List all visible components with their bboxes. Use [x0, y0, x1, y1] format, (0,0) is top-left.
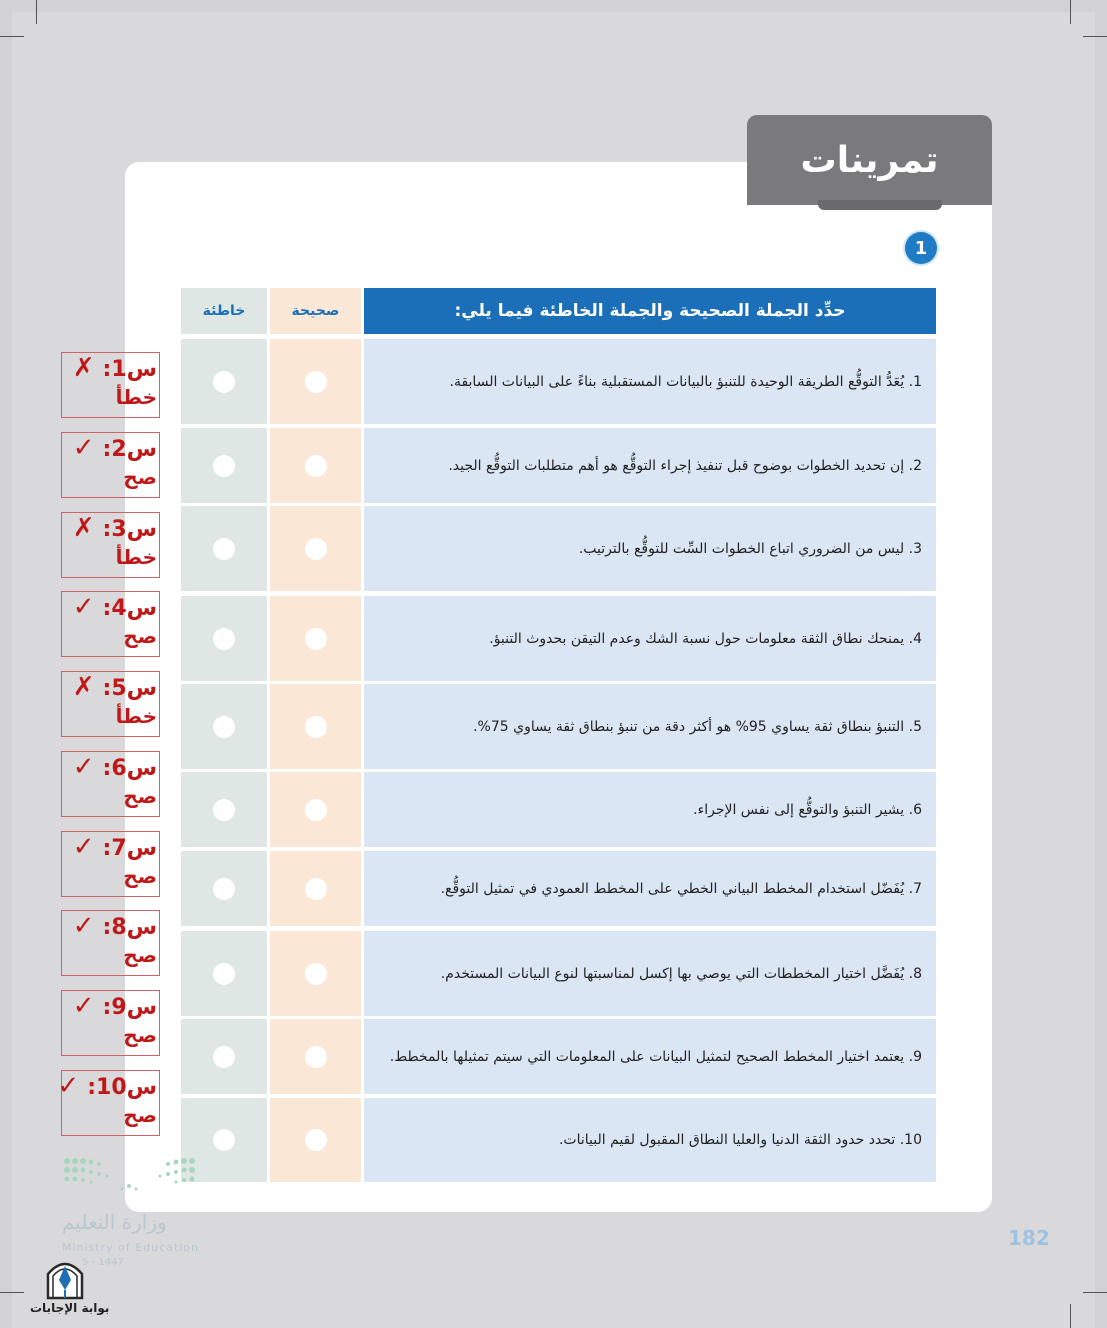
question-row	[364, 428, 936, 503]
answer-verdict: خطأ	[115, 545, 157, 569]
answer-box	[61, 352, 160, 418]
false-cell	[181, 772, 267, 847]
answer-line	[73, 592, 157, 622]
answer-line	[73, 513, 157, 543]
answer-verdict: صح	[123, 465, 157, 489]
false-cell	[181, 506, 267, 591]
answer-line	[73, 672, 157, 702]
question-text: 1. يُعَدُّ التوقُّع الطريقة الوحيدة للتنبؤ بالبيانات المستقبلية بناءً على البيانات السابقة.	[449, 373, 922, 390]
title-tab-shadow	[818, 200, 942, 210]
true-cell	[270, 772, 361, 847]
question-text: 3. ليس من الضروري اتباع الخطوات السِّت للتوقُّع بالترتيب.	[578, 540, 922, 557]
crop-mark	[0, 1292, 24, 1293]
true-cell	[270, 339, 361, 424]
question-text: 10. تحدد حدود الثقة الدنيا والعليا النطاق المقبول لقيم البيانات.	[558, 1132, 922, 1148]
true-radio[interactable]	[305, 716, 327, 738]
answer-box	[61, 751, 160, 817]
false-radio[interactable]	[213, 716, 235, 738]
false-cell	[181, 931, 267, 1016]
ministry-name-arabic: وزارة التعليم	[62, 1210, 167, 1234]
answer-verdict: خطأ	[115, 704, 157, 728]
false-radio[interactable]	[213, 799, 235, 821]
question-row	[364, 339, 936, 424]
answer-line	[73, 433, 157, 463]
true-radio[interactable]	[305, 628, 327, 650]
check-mark-icon: ✓	[72, 991, 95, 1021]
false-radio[interactable]	[213, 455, 235, 477]
answer-verdict: خطأ	[115, 385, 157, 409]
true-cell	[270, 684, 361, 769]
question-text: 6. يشير التنبؤ والتوقُّع إلى نفس الإجراء.	[693, 801, 922, 818]
check-mark-icon: ✓	[72, 752, 95, 782]
false-cell	[181, 339, 267, 424]
question-row	[364, 1019, 936, 1094]
ministry-year: 5 - 1447	[82, 1257, 124, 1268]
true-cell	[270, 931, 361, 1016]
crop-mark	[1070, 1304, 1071, 1328]
false-radio[interactable]	[213, 371, 235, 393]
true-radio[interactable]	[305, 455, 327, 477]
answer-line	[57, 1071, 157, 1101]
check-mark-icon: ✓	[72, 911, 95, 941]
true-radio[interactable]	[305, 1046, 327, 1068]
answer-box	[61, 591, 160, 657]
true-column-header: صحيحة	[270, 288, 361, 334]
answer-line	[73, 832, 157, 862]
answer-label: س9:	[102, 995, 157, 1020]
false-radio[interactable]	[213, 538, 235, 560]
false-cell	[181, 428, 267, 503]
question-row	[364, 931, 936, 1016]
crop-mark	[1083, 1292, 1107, 1293]
crop-mark	[0, 36, 24, 37]
answers-portal-logo-icon	[44, 1256, 86, 1300]
question-text: 2. إن تحديد الخطوات بوضوح قبل تنفيذ إجراء التوقُّع هو أهم متطلبات التوقُّع الجيد.	[448, 457, 922, 474]
true-radio[interactable]	[305, 963, 327, 985]
true-cell	[270, 1098, 361, 1182]
question-row	[364, 1098, 936, 1182]
true-radio[interactable]	[305, 538, 327, 560]
answer-label: س8:	[102, 915, 157, 940]
answer-line	[73, 991, 157, 1021]
question-text: 4. يمنحك نطاق الثقة معلومات حول نسبة الشك وعدم التيقن بحدوث التنبؤ.	[489, 630, 922, 647]
true-cell	[270, 428, 361, 503]
check-mark-icon: ✓	[72, 592, 95, 622]
answer-label: س5:	[102, 676, 157, 701]
true-cell	[270, 596, 361, 681]
answer-line	[73, 353, 157, 383]
crop-mark	[36, 0, 37, 24]
question-header: حدِّد الجملة الصحيحة والجملة الخاطئة فيما يلي:	[364, 288, 936, 334]
question-row	[364, 596, 936, 681]
answer-verdict: صح	[123, 1023, 157, 1047]
answer-verdict: صح	[123, 1103, 157, 1127]
true-radio[interactable]	[305, 371, 327, 393]
answer-box	[61, 432, 160, 498]
cross-mark-icon: ✗	[72, 513, 95, 543]
answer-box	[61, 512, 160, 578]
answer-box	[61, 831, 160, 897]
answer-label: س7:	[102, 836, 157, 861]
false-radio[interactable]	[213, 628, 235, 650]
answer-line	[73, 911, 157, 941]
false-cell	[181, 1019, 267, 1094]
page-title: تمرينات	[747, 115, 992, 205]
check-mark-icon: ✓	[72, 832, 95, 862]
cross-mark-icon: ✗	[72, 353, 95, 383]
answer-verdict: صح	[123, 943, 157, 967]
true-radio[interactable]	[305, 1129, 327, 1151]
page-number: 182	[1008, 1226, 1050, 1250]
false-cell	[181, 684, 267, 769]
answer-box	[61, 671, 160, 737]
question-row	[364, 851, 936, 926]
false-cell	[181, 596, 267, 681]
answer-label: س10:	[87, 1075, 157, 1100]
crop-mark	[1083, 36, 1107, 37]
false-radio[interactable]	[213, 878, 235, 900]
false-radio[interactable]	[213, 963, 235, 985]
true-radio[interactable]	[305, 878, 327, 900]
question-row	[364, 772, 936, 847]
true-radio[interactable]	[305, 799, 327, 821]
answer-verdict: صح	[123, 624, 157, 648]
answer-label: س1:	[102, 357, 157, 382]
answer-label: س6:	[102, 756, 157, 781]
ministry-name-english: Ministry of Education	[62, 1241, 200, 1254]
answer-verdict: صح	[123, 784, 157, 808]
answer-box	[57, 1070, 160, 1136]
false-cell	[181, 851, 267, 926]
crop-mark	[1070, 0, 1071, 24]
question-text: 5. التنبؤ بنطاق ثقة يساوي 95% هو أكثر دقة من تنبؤ بنطاق ثقة يساوي 75%.	[473, 718, 922, 735]
check-mark-icon: ✓	[72, 433, 95, 463]
cross-mark-icon: ✗	[72, 672, 95, 702]
answer-box	[61, 910, 160, 976]
true-cell	[270, 506, 361, 591]
answer-label: س3:	[102, 517, 157, 542]
ministry-logo-dots-icon	[62, 1156, 197, 1196]
answer-line	[73, 752, 157, 782]
question-text: 8. يُفَضَّل اختيار المخططات التي يوصي بها إكسل لمناسبتها لنوع البيانات المستخدم.	[440, 965, 922, 982]
answer-label: س2:	[102, 437, 157, 462]
true-cell	[270, 851, 361, 926]
question-text: 7. يُفَضّل استخدام المخطط البياني الخطي على المخطط العمودي في تمثيل التوقُّع.	[440, 880, 922, 897]
answers-portal-label: بوابة الإجابات	[30, 1301, 110, 1315]
question-row	[364, 506, 936, 591]
false-column-header: خاطئة	[181, 288, 267, 334]
false-radio[interactable]	[213, 1129, 235, 1151]
answer-box	[61, 990, 160, 1056]
false-radio[interactable]	[213, 1046, 235, 1068]
answer-label: س4:	[102, 596, 157, 621]
answer-verdict: صح	[123, 864, 157, 888]
question-text: 9. يعتمد اختيار المخطط الصحيح لتمثيل البيانات على المعلومات التي سيتم تمثيلها بالمخطط.	[389, 1048, 922, 1065]
exercise-number-badge: 1	[905, 232, 937, 264]
true-cell	[270, 1019, 361, 1094]
question-row	[364, 684, 936, 769]
check-mark-icon: ✓	[57, 1071, 80, 1101]
